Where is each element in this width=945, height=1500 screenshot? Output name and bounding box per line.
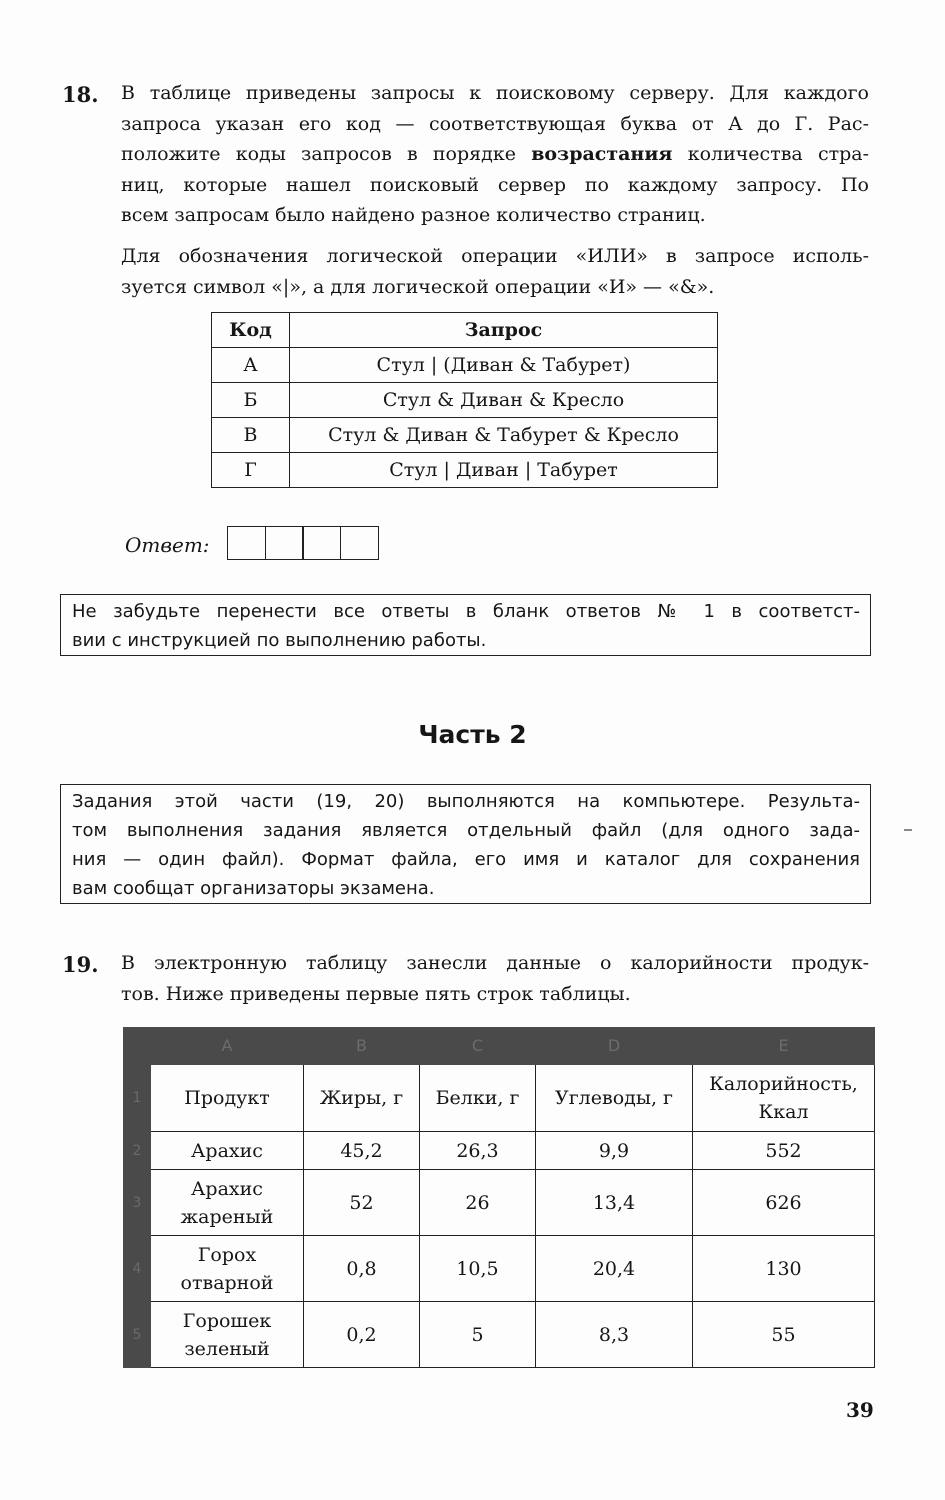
- task-18-note: [121, 241, 869, 302]
- task-18-line: всем запросам было найдено разное количество страниц.: [121, 204, 706, 226]
- cell[interactable]: Жиры, г: [304, 1065, 420, 1132]
- row-code: В: [212, 418, 290, 453]
- header-code: Код: [212, 313, 290, 348]
- task-18-text: [121, 78, 869, 231]
- row-number[interactable]: 2: [124, 1132, 151, 1170]
- task-19-line: тов. Ниже приведены первые пять строк таблицы.: [121, 982, 631, 1005]
- part-title: Часть 2: [418, 720, 527, 749]
- page-number: 39: [846, 1398, 874, 1422]
- cell-line: жареный: [180, 1205, 274, 1228]
- column-header[interactable]: D: [536, 1028, 693, 1065]
- emphasis-word: возрастания: [531, 143, 673, 165]
- cell[interactable]: [151, 1302, 304, 1368]
- task-19-line: В электронную таблицу занесли данные о калорийности продук-: [121, 952, 869, 974]
- table-row: [212, 383, 718, 418]
- row-number[interactable]: 3: [124, 1170, 151, 1236]
- cell[interactable]: 626: [693, 1170, 875, 1236]
- cell[interactable]: 130: [693, 1236, 875, 1302]
- cell[interactable]: 9,9: [536, 1132, 693, 1170]
- row-number[interactable]: 4: [124, 1236, 151, 1302]
- table-row: [212, 348, 718, 383]
- task-18-line: запроса указан его код — соответствующая буква от А до Г. Рас-: [121, 112, 869, 135]
- cell[interactable]: 13,4: [536, 1170, 693, 1236]
- query-table-header: [212, 313, 718, 348]
- cell[interactable]: Углеводы, г: [536, 1065, 693, 1132]
- table-row: [124, 1236, 875, 1302]
- cell[interactable]: [151, 1170, 304, 1236]
- cell[interactable]: 0,2: [304, 1302, 420, 1368]
- cell-line: Калорийность,: [709, 1073, 858, 1095]
- task-18-line: В таблице приведены запросы к поисковому серверу. Для каждого: [121, 82, 869, 104]
- cell[interactable]: 26: [420, 1170, 536, 1236]
- table-row: [212, 453, 718, 488]
- row-code: Г: [212, 453, 290, 488]
- cell-line: зеленый: [184, 1337, 270, 1360]
- task-18-note-line: Для обозначения логической операции «ИЛИ» в запросе исполь-: [121, 245, 869, 267]
- cell[interactable]: 8,3: [536, 1302, 693, 1368]
- answer-box[interactable]: [265, 526, 304, 560]
- notice-line: вам сообщат организаторы экзамена.: [72, 878, 435, 899]
- cell[interactable]: 552: [693, 1132, 875, 1170]
- table-row: [124, 1065, 875, 1132]
- column-header[interactable]: B: [304, 1028, 420, 1065]
- cell[interactable]: 26,3: [420, 1132, 536, 1170]
- part-2-instructions: [60, 784, 871, 904]
- task-18-line: ниц, которые нашел поисковый сервер по каждому запросу. По: [121, 173, 869, 196]
- column-header-row: [124, 1028, 875, 1065]
- cell-line: Горох: [197, 1243, 257, 1266]
- row-number[interactable]: 5: [124, 1302, 151, 1368]
- cell[interactable]: Белки, г: [420, 1065, 536, 1132]
- task-18-number: 18.: [62, 82, 99, 107]
- cell[interactable]: [693, 1065, 875, 1132]
- header-query: Запрос: [290, 313, 718, 348]
- column-header[interactable]: C: [420, 1028, 536, 1065]
- cell[interactable]: 10,5: [420, 1236, 536, 1302]
- answer-box[interactable]: [340, 526, 379, 560]
- cell-line: Горошек: [182, 1309, 272, 1332]
- answer-box[interactable]: [302, 526, 341, 560]
- reminder-notice: [60, 594, 871, 656]
- spreadsheet: [123, 1027, 875, 1368]
- task-19-number: 19.: [62, 952, 99, 977]
- row-code: Б: [212, 383, 290, 418]
- row-query: Стул & Диван & Табурет & Кресло: [290, 418, 718, 453]
- cell[interactable]: [151, 1236, 304, 1302]
- cell[interactable]: 20,4: [536, 1236, 693, 1302]
- row-query: Стул | (Диван & Табурет): [290, 348, 718, 383]
- task-18-note-line: зуется символ «|», а для логической операции «И» — «&».: [121, 275, 715, 298]
- cell[interactable]: 5: [420, 1302, 536, 1368]
- row-query: Стул & Диван & Кресло: [290, 383, 718, 418]
- column-header[interactable]: A: [151, 1028, 304, 1065]
- cell-line: Ккал: [758, 1101, 809, 1123]
- answer-boxes[interactable]: [229, 526, 379, 560]
- cell[interactable]: 52: [304, 1170, 420, 1236]
- scan-mark: [904, 829, 912, 831]
- table-row: [124, 1302, 875, 1368]
- cell-line: Арахис: [191, 1177, 263, 1200]
- cell[interactable]: 45,2: [304, 1132, 420, 1170]
- query-table: [211, 312, 718, 488]
- row-code: А: [212, 348, 290, 383]
- cell[interactable]: Арахис: [151, 1132, 304, 1170]
- task-18-line: положите коды запросов в порядке возрастания количества стра-: [121, 143, 870, 165]
- table-row: [212, 418, 718, 453]
- notice-line: том выполнения задания является отдельный файл (для одного зада-: [72, 820, 860, 841]
- answer-label: Ответ:: [125, 533, 210, 557]
- row-number[interactable]: 1: [124, 1065, 151, 1132]
- notice-line: Не забудьте перенести все ответы в бланк ответов № 1 в соответст-: [72, 601, 860, 622]
- corner-cell: [124, 1028, 151, 1065]
- cell[interactable]: 0,8: [304, 1236, 420, 1302]
- notice-line: Задания этой части (19, 20) выполняются на компьютере. Результа-: [72, 791, 860, 812]
- column-header[interactable]: E: [693, 1028, 875, 1065]
- cell[interactable]: 55: [693, 1302, 875, 1368]
- cell[interactable]: Продукт: [151, 1065, 304, 1132]
- notice-line: ния — один файл). Формат файла, его имя и каталог для сохранения: [72, 849, 860, 870]
- table-row: [124, 1132, 875, 1170]
- notice-line: вии с инструкцией по выполнению работы.: [72, 630, 487, 651]
- answer-box[interactable]: [227, 526, 266, 560]
- cell-line: отварной: [180, 1271, 274, 1294]
- table-row: [124, 1170, 875, 1236]
- task-19-text: [121, 948, 869, 1009]
- row-query: Стул | Диван | Табурет: [290, 453, 718, 488]
